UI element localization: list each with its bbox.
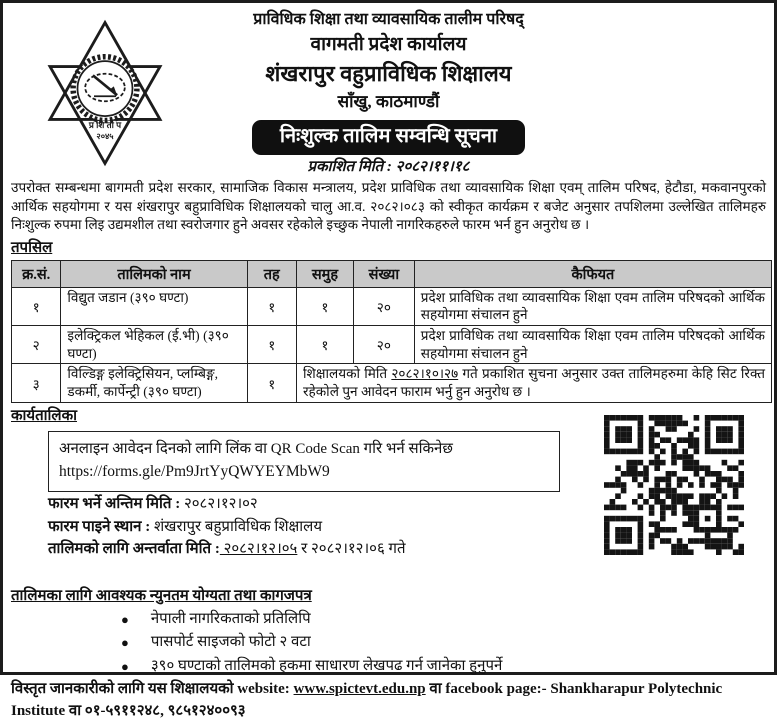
interview-date-label: तालिमको लागि अन्तर्वाता मिति : [48, 540, 220, 557]
list-item [121, 610, 774, 630]
organization-logo [39, 19, 171, 167]
notice-title: निःशुल्क तालिम सम्वन्धि सूचना [252, 120, 525, 155]
vacancy-note-text: गते प्रकाशित सुचना अनुसार उक्त तालिमहरुमा केहि सिट रिक्त रहेकोले पुन आवेदन फाराम भर्नु हुन अनुरोध छ । [302, 366, 765, 400]
cell-training-name: विल्डिङ्ग इलेक्ट्रिसियन, प्लम्बिङ्ग, डकर्मी, कार्पेन्ट्री (३९० घण्टा) [61, 364, 247, 402]
table-row [12, 364, 772, 402]
cell-count: २० [353, 326, 414, 364]
office-name: वागमती प्रदेश कार्यालय [310, 34, 467, 55]
cell-training-name: इलेक्ट्रिकल भेहिकल (ई.भी) (३९० घण्टा) [61, 326, 247, 364]
cell-level: १ [247, 326, 296, 364]
table-row [12, 326, 772, 364]
form-location-label: फारम पाइने स्थान : [48, 518, 151, 535]
col-header-group: समुह [296, 260, 353, 287]
form-location-value: शंखरापुर बहुप्राविधिक शिक्षालय [150, 518, 323, 535]
cell-remarks: प्रदेश प्राविधिक तथा व्यावसायिक शिक्षा एवम तालिम परिषदको आर्थिक सहयोगमा संचालन हुने [414, 326, 771, 364]
footer-text: विस्तृत जानकारीको लागि यस शिक्षालयको website: [11, 681, 294, 698]
training-table [11, 260, 772, 403]
qualifications-list [3, 610, 774, 677]
cell-level: १ [247, 287, 296, 325]
schedule-heading: कार्यतालिका [11, 407, 78, 424]
qualifications-heading: तालिमका लागि आवश्यक न्युनतम योग्यता तथा कागजपत्र [11, 587, 312, 604]
col-header-level: तह [247, 260, 296, 287]
cell-group: १ [296, 326, 353, 364]
cell-group: १ [296, 287, 353, 325]
interview-date-separator: र [297, 540, 311, 557]
application-form-link[interactable]: https://forms.gle/Pm9JrtYyQWYEYMbW9 [59, 463, 330, 481]
qualification-item: पासपोर्ट साइजको फोटो २ वटा [150, 634, 311, 651]
qualification-item: ३९० घण्टाको तालिमको हकमा साधारण लेखपढ गर्न जानेका हुनुपर्ने [150, 657, 503, 674]
interview-date-first: २०८२।१२।०५ [219, 540, 298, 557]
logo-year: २०४५ [96, 132, 114, 142]
list-item [121, 657, 774, 677]
col-header-count: संख्या [353, 260, 414, 287]
interview-date-second: २०८२।१२।०६ गते [311, 540, 406, 557]
cell-sn: २ [12, 326, 61, 364]
bullet-icon: ● [121, 611, 129, 627]
council-name: प्राविधिक शिक्षा तथा व्यावसायिक तालीम परिषद् [253, 11, 524, 28]
website-url: www.spictevt.edu.np [293, 681, 426, 698]
star-emblem-icon [39, 19, 171, 167]
col-header-sn: क्र.सं. [12, 260, 61, 287]
cell-remarks: प्रदेश प्राविधिक तथा व्यावसायिक शिक्षा एवम तालिम परिषदको आर्थिक सहयोगमा संचालन हुने [414, 287, 771, 325]
contact-footer [3, 676, 774, 723]
school-name: शंखरापुर वहुप्राविधिक शिक्षालय [265, 60, 512, 86]
list-item [121, 633, 774, 653]
tapasil-heading: तपसिल [11, 239, 53, 256]
form-deadline-label: फारम भर्ने अन्तिम मिति : [48, 496, 181, 513]
cell-training-name: विद्युत जडान (३९० घण्टा) [61, 287, 247, 325]
table-row [12, 287, 772, 325]
qualification-item: नेपाली नागरिकताको प्रतिलिपि [150, 610, 311, 627]
logo-caption: प्र शि ता प [88, 120, 122, 131]
cell-sn: ३ [12, 364, 61, 402]
footer-text: वा facebook page:- Shankharapur Polytechnic Institute वा ०१-५९११२४८, ९८५१२४००९३ [11, 681, 723, 719]
cell-sn: १ [12, 287, 61, 325]
form-deadline-value: २०८२।१२।०२ [180, 496, 258, 513]
bullet-icon: ● [121, 635, 129, 651]
cell-count: २० [353, 287, 414, 325]
col-header-training-name: तालिमको नाम [61, 260, 247, 287]
bullet-icon: ● [121, 658, 129, 674]
cell-vacancy-note [296, 364, 771, 402]
qr-code [604, 415, 744, 555]
col-header-remarks: कैफियत [414, 260, 771, 287]
published-date: प्रकाशित मिति : २०८२।११।१८ [307, 158, 470, 175]
website-link[interactable] [294, 681, 426, 697]
intro-paragraph: उपरोक्त सम्बन्धमा बागमती प्रदेश सरकार, सामाजिक विकास मन्त्रालय, प्रदेश प्राविधिक तथा व्यावसायिक शिक्षा एवम् तालिम परिषद, हेटौडा, मकवानपुरको आर्थिक सहयोगमा र यस शंखरापुर बहुप्राविधिक शिक्षालयको चालु आ.व. २०८२।०८३ को स्वीकृत कार्यक्रम र बजेट अनुसार तपशिलमा उल्लेखित तालिमहरु निःशुल्क रुपमा लिइ उद्यमशील तथा स्वरोजगार हुने अवसर रहेकोले इच्छुक नेपाली नागरिकहरुले फारम भर्न हुन अनुरोध छ । [11, 180, 766, 233]
online-application-box [48, 431, 560, 493]
cell-level: १ [247, 364, 296, 402]
school-address: साँखु, काठमाण्डौं [337, 92, 440, 112]
table-header-row [12, 260, 772, 287]
application-section [3, 431, 774, 583]
online-application-text: अनलाइन आवेदन दिनको लागि लिंक वा QR Code Scan गरि भर्न सकिनेछ [59, 440, 453, 457]
vacancy-note-date: २०८२।१०।२७ [391, 366, 459, 382]
vacancy-note-text: शिक्षालयको मिति [302, 366, 392, 382]
